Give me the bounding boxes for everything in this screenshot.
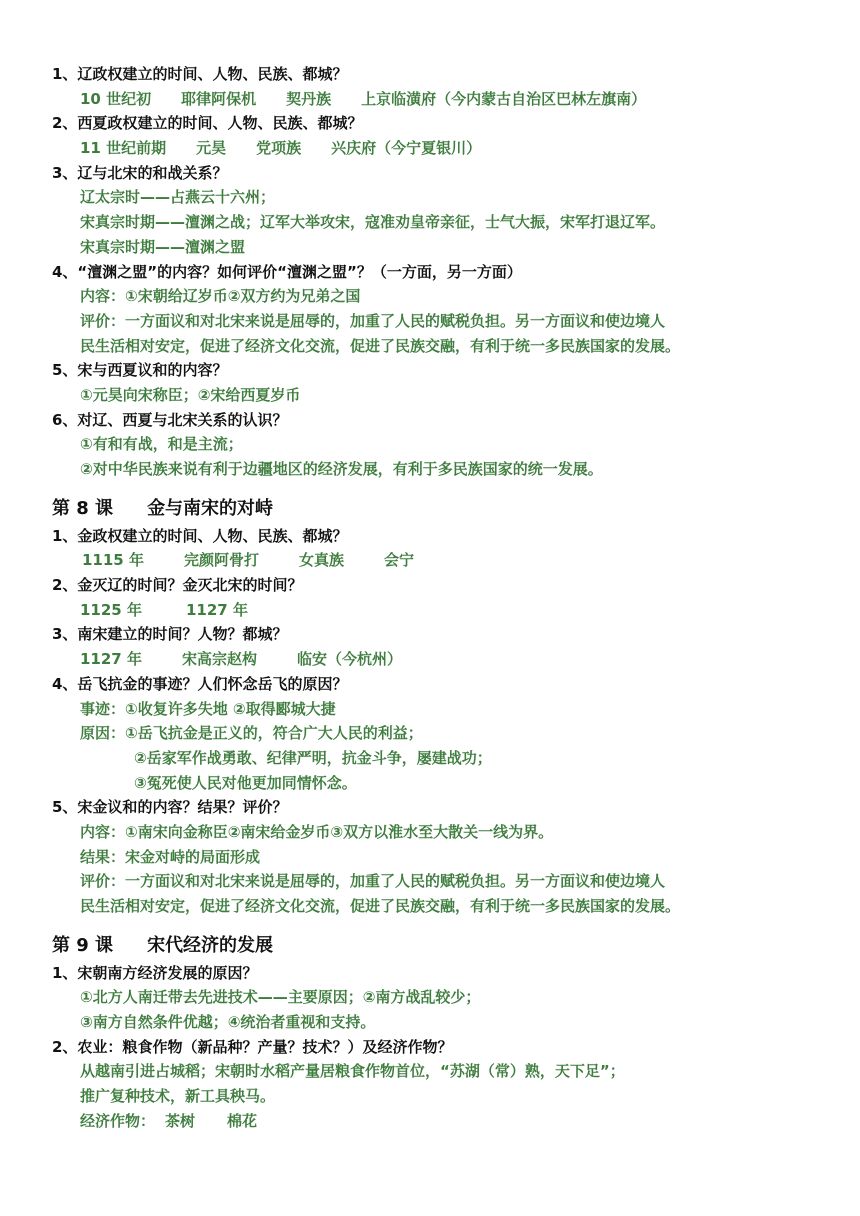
text-segment: 内容：①宋朝给辽岁币②双方约为兄弟之国 (80, 287, 361, 306)
text-segment: 经济作物： (80, 1111, 156, 1130)
answer-cash-crops (0, 1109, 860, 1134)
text-segment: ③冤死使人民对他更加同情怀念。 (134, 773, 357, 792)
answer-jin-conquests (0, 598, 860, 623)
answer-line (0, 746, 860, 771)
text-segment: 耶律阿保机 (181, 89, 257, 108)
text-segment: 2、农业：粮食作物（新品种？产量？技术？）及经济作物？ (52, 1037, 453, 1056)
text-segment: 宋真宗时期——澶渊之战；辽军大举攻宋，寇准劝皇帝亲征，士气大振，宋军打退辽军。 (80, 213, 666, 232)
question-liao-song-relations (0, 161, 860, 186)
text-segment: ①北方人南迁带去先进技术——主要原因；②南方战乱较少； (80, 988, 481, 1007)
text-segment: 6、对辽、西夏与北宋关系的认识？ (52, 410, 288, 429)
text-segment: 评价：一方面议和对北宋来说是屈辱的，加重了人民的赋税负担。另一方面议和使边境人 (80, 311, 666, 330)
text-segment: 1、辽政权建立的时间、人物、民族、都城？ (52, 65, 348, 83)
text-segment: 上京临潢府（今内蒙古自治区巴林左旗南） (361, 89, 647, 108)
answer-liao-establishment (0, 87, 860, 112)
answer-southern-song-founding (0, 647, 860, 672)
answer-line (0, 1084, 860, 1109)
question-song-jin-peace (0, 795, 860, 820)
answer-line (0, 432, 860, 457)
text-segment: 临安（今杭州） (297, 650, 403, 669)
text-segment: 会宁 (384, 551, 415, 570)
text-segment: 1、宋朝南方经济发展的原因？ (52, 963, 258, 982)
text-segment: 金与南宋的对峙 (147, 497, 274, 519)
answer-line (0, 383, 860, 408)
answer-line (0, 869, 860, 894)
text-segment: 5、宋金议和的内容？结果？评价？ (52, 798, 288, 817)
question-southern-song-founding (0, 622, 860, 647)
text-segment: 党项族 (256, 139, 302, 158)
text-segment: 1127 年 (80, 650, 142, 669)
text-segment: 兴庆府（今宁夏银川） (331, 139, 482, 158)
text-segment: ②对中华民族来说有利于边疆地区的经济发展，有利于多民族国家的统一发展。 (80, 460, 603, 478)
text-segment: 10 世纪初 (80, 89, 152, 108)
section-spacer (0, 919, 860, 931)
text-segment: 辽太宗时——占燕云十六州； (80, 188, 276, 207)
text-segment: ①元昊向宋称臣；②宋给西夏岁币 (80, 385, 301, 404)
question-southern-economy (0, 961, 860, 986)
answer-line (0, 985, 860, 1010)
question-xixia-establishment (0, 111, 860, 136)
question-yue-fei (0, 672, 860, 697)
answer-line (0, 210, 860, 235)
text-segment: 事迹：①收复许多失地 ②取得郾城大捷 (80, 699, 336, 718)
text-segment: 完颜阿骨打 (183, 551, 259, 570)
lesson-heading-9 (0, 931, 860, 961)
text-segment: 结果：宋金对峙的局面形成 (80, 847, 261, 866)
answer-xixia-establishment (0, 136, 860, 161)
text-segment: 第 8 课 (52, 497, 114, 519)
text-segment: 4、岳飞抗金的事迹？人们怀念岳飞的原因？ (52, 674, 348, 693)
answer-line (0, 309, 860, 334)
text-segment: 元昊 (196, 139, 227, 158)
text-segment: 女真族 (299, 551, 345, 570)
question-song-xixia-peace (0, 358, 860, 383)
question-chanyuan-treaty (0, 260, 860, 285)
text-segment: 原因：①岳飞抗金是正义的，符合广大人民的利益； (80, 724, 423, 743)
document-page (0, 62, 860, 1134)
text-segment: 11 世纪前期 (80, 139, 167, 158)
question-jin-establishment (0, 524, 860, 549)
text-segment: 2、西夏政权建立的时间、人物、民族、都城？ (52, 114, 363, 133)
question-relations-understanding (0, 408, 860, 433)
text-segment: 4、“澶渊之盟”的内容？如何评价“澶渊之盟”？（一方面，另一方面） (52, 262, 522, 281)
text-segment: 民生活相对安定，促进了经济文化交流，促进了民族交融，有利于统一多民族国家的发展。 (80, 897, 681, 915)
text-segment: 3、南宋建立的时间？人物？都城？ (52, 625, 288, 644)
text-segment: 棉花 (227, 1111, 258, 1130)
answer-line (0, 771, 860, 796)
answer-line (0, 894, 860, 919)
answer-line (0, 820, 860, 845)
text-segment: 1127 年 (185, 600, 248, 619)
text-segment: 1、金政权建立的时间、人物、民族、都城？ (52, 526, 348, 545)
text-segment: ①有和有战，和是主流； (80, 435, 243, 454)
text-segment: 茶树 (165, 1111, 196, 1130)
answer-line (0, 697, 860, 722)
text-segment: 5、宋与西夏议和的内容？ (52, 361, 228, 380)
answer-line (0, 185, 860, 210)
section-spacer (0, 482, 860, 494)
text-segment: 2、金灭辽的时间？金灭北宋的时间？ (52, 576, 303, 595)
question-agriculture (0, 1035, 860, 1060)
text-segment: ③南方自然条件优越；④统治者重视和支持。 (80, 1013, 376, 1032)
answer-line (0, 457, 860, 482)
answer-jin-establishment (0, 548, 860, 573)
answer-line (0, 721, 860, 746)
text-segment: 宋高宗赵构 (181, 650, 257, 669)
answer-line (0, 235, 860, 260)
text-segment: 宋代经济的发展 (147, 934, 274, 956)
question-jin-conquests (0, 573, 860, 598)
text-segment: 3、辽与北宋的和战关系？ (52, 163, 228, 182)
text-segment: 契丹族 (286, 89, 332, 108)
text-segment: 民生活相对安定，促进了经济文化交流，促进了民族交融，有利于统一多民族国家的发展。 (80, 336, 681, 355)
answer-line (0, 334, 860, 359)
text-segment: 第 9 课 (52, 934, 114, 956)
text-segment: 1125 年 (80, 600, 142, 619)
question-liao-establishment (0, 62, 860, 87)
text-segment: ②岳家军作战勇敢、纪律严明，抗金斗争，屡建战功； (134, 748, 492, 767)
answer-line (0, 284, 860, 309)
answer-line (0, 845, 860, 870)
text-segment: 宋真宗时期——澶渊之盟 (80, 237, 246, 256)
text-segment: 评价：一方面议和对北宋来说是屈辱的，加重了人民的赋税负担。另一方面议和使边境人 (80, 872, 666, 891)
answer-line (0, 1059, 860, 1084)
text-segment: 1115 年 (82, 551, 144, 570)
answer-line (0, 1010, 860, 1035)
text-segment: 从越南引进占城稻；宋朝时水稻产量居粮食作物首位，“苏湖（常）熟，天下足”； (80, 1062, 625, 1081)
text-segment: 推广复种技术，新工具秧马。 (80, 1087, 276, 1106)
lesson-heading-8 (0, 494, 860, 524)
text-segment: 内容：①南宋向金称臣②南宋给金岁币③双方以淮水至大散关一线为界。 (80, 822, 554, 841)
